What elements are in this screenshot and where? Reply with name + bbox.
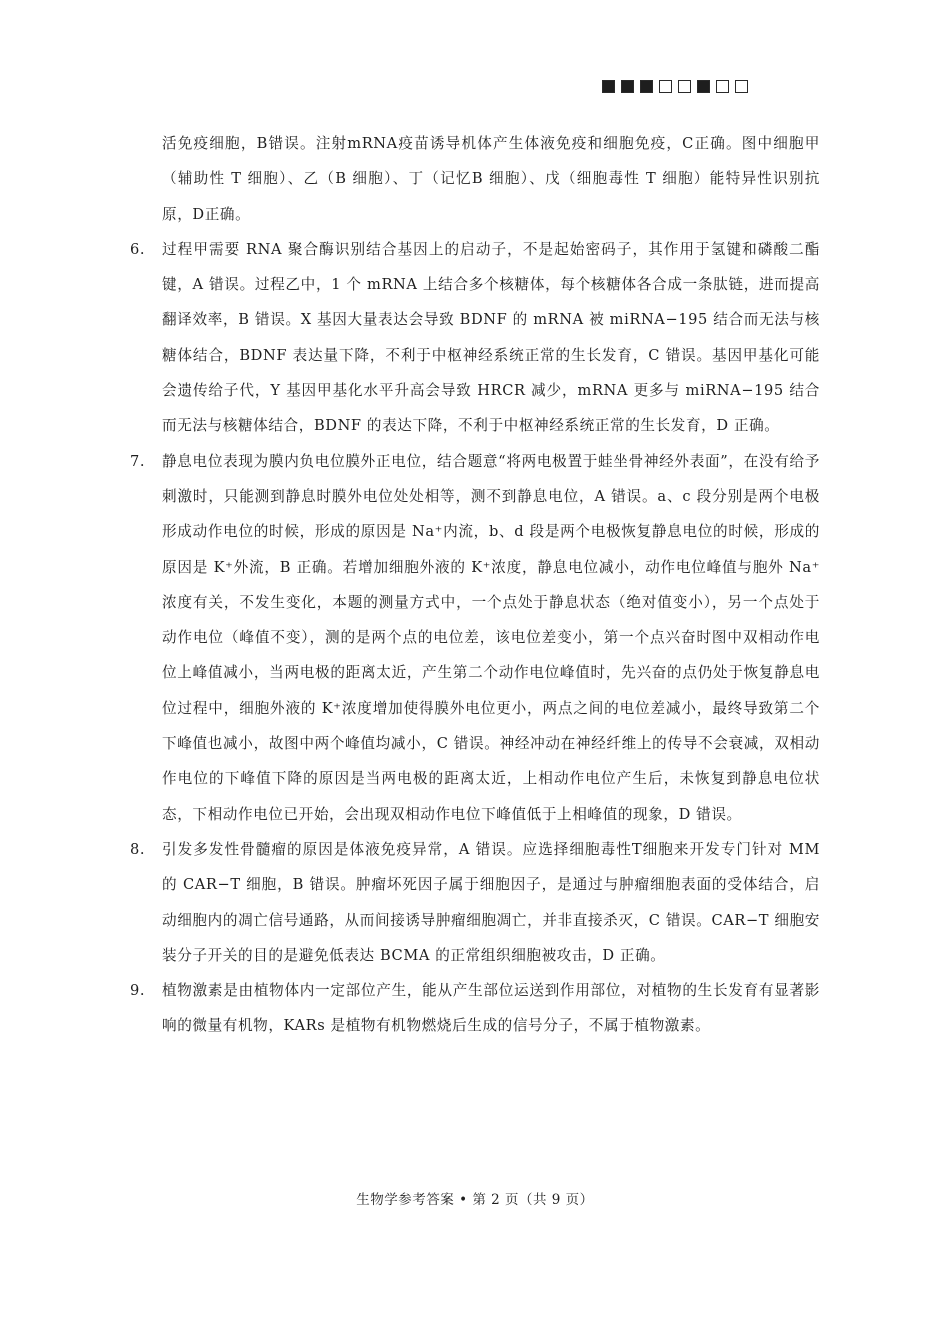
answer-item-7 (130, 444, 820, 832)
answer-item-6 (130, 232, 820, 444)
item-text: 过程甲需要 RNA 聚合酶识别结合基因上的启动子，不是起始密码子，其作用于氢键和磷酸二酯键，A 错误。过程乙中，1 个 mRNA 上结合多个核糖体，每个核糖体各合成一条肽链，进而提高翻译效率，B 错误。X 基因大量表达会导致 BDNF 的 mRNA 被 miRNA−195 结合而无法与核糖体结合，BDNF 表达量下降，不利于中枢神经系统正常的生长发育，C 错误。基因甲基化可能会遗传给子代，Y 基因甲基化水平升高会导致 HRCR 减少，mRNA 更多与 miRNA−195 结合而无法与核糖体结合，BDNF 的表达下降，不利于中枢神经系统正常的生长发育，D 正确。 (162, 240, 820, 435)
item-text: 静息电位表现为膜内负电位膜外正电位，结合题意“将两电极置于蛙坐骨神经外表面”，在没有给予刺激时，只能测到静息时膜外电位处处相等，测不到静息电位，A 错误。a、c 段分别是两个电极形成动作电位的时候，形成的原因是 Na⁺内流，b、d 段是两个电极恢复静息电位的时候，形成的原因是 K⁺外流，B 正确。若增加细胞外液的 K⁺浓度，静息电位减小，动作电位峰值与胞外 Na⁺浓度有关，不发生变化，本题的测量方式中，一个点处于静息状态（绝对值变小），另一个点处于动作电位（峰值不变），测的是两个点的电位差，该电位差变小，第一个点兴奋时图中双相动作电位上峰值减小，当两电极的距离太近，产生第二个动作电位峰值时，先兴奋的点仍处于恢复静息电位过程中，细胞外液的 K⁺浓度增加使得膜外电位更小，两点之间的电位差减小，最终导致第二个下峰值也减小，故图中两个峰值均减小，C 错误。神经冲动在神经纤维上的传导不会衰减，双相动作电位的下峰值下降的原因是当两电极的距离太近，上相动作电位产生后，未恢复到静息电位状态，下相动作电位已开始，会出现双相动作电位下峰值低于上相峰值的现象，D 错误。 (162, 452, 820, 823)
answer-item-8 (130, 832, 820, 973)
progress-square (640, 80, 653, 93)
continuation-paragraph (130, 126, 820, 232)
item-number: 6. (130, 240, 146, 258)
answer-body (130, 126, 820, 1044)
progress-square (602, 80, 615, 93)
item-number: 9. (130, 982, 146, 1000)
progress-square (659, 80, 672, 93)
progress-square (678, 80, 691, 93)
page-footer: 生物学参考答案 • 第 2 页（共 9 页） (356, 1192, 594, 1208)
page-progress-indicator (602, 80, 748, 93)
item-text: 植物激素是由植物体内一定部位产生，能从产生部位运送到作用部位，对植物的生长发育有显著影响的微量有机物，KARs 是植物有机物燃烧后生成的信号分子，不属于植物激素。 (162, 982, 820, 1035)
progress-square (716, 80, 729, 93)
progress-square (697, 80, 710, 93)
item-number: 8. (130, 840, 146, 858)
paragraph-text: 活免疫细胞，B错误。注射mRNA疫苗诱导机体产生体液免疫和细胞免疫，C正确。图中细胞甲（辅助性 T 细胞）、乙（B 细胞）、丁（记忆B 细胞）、戊（细胞毒性 T 细胞）能特异性识别抗原，D正确。 (162, 135, 820, 223)
item-number: 7. (130, 452, 146, 470)
progress-square (735, 80, 748, 93)
item-text: 引发多发性骨髓瘤的原因是体液免疫异常，A 错误。应选择细胞毒性T细胞来开发专门针对 MM 的 CAR−T 细胞，B 错误。肿瘤坏死因子属于细胞因子，是通过与肿瘤细胞表面的受体结合，启动细胞内的凋亡信号通路，从而间接诱导肿瘤细胞凋亡，并非直接杀灭，C 错误。CAR−T 细胞安装分子开关的目的是避免低表达 BCMA 的正常组织细胞被攻击，D 正确。 (162, 840, 820, 964)
progress-square (621, 80, 634, 93)
answer-item-9 (130, 973, 820, 1044)
